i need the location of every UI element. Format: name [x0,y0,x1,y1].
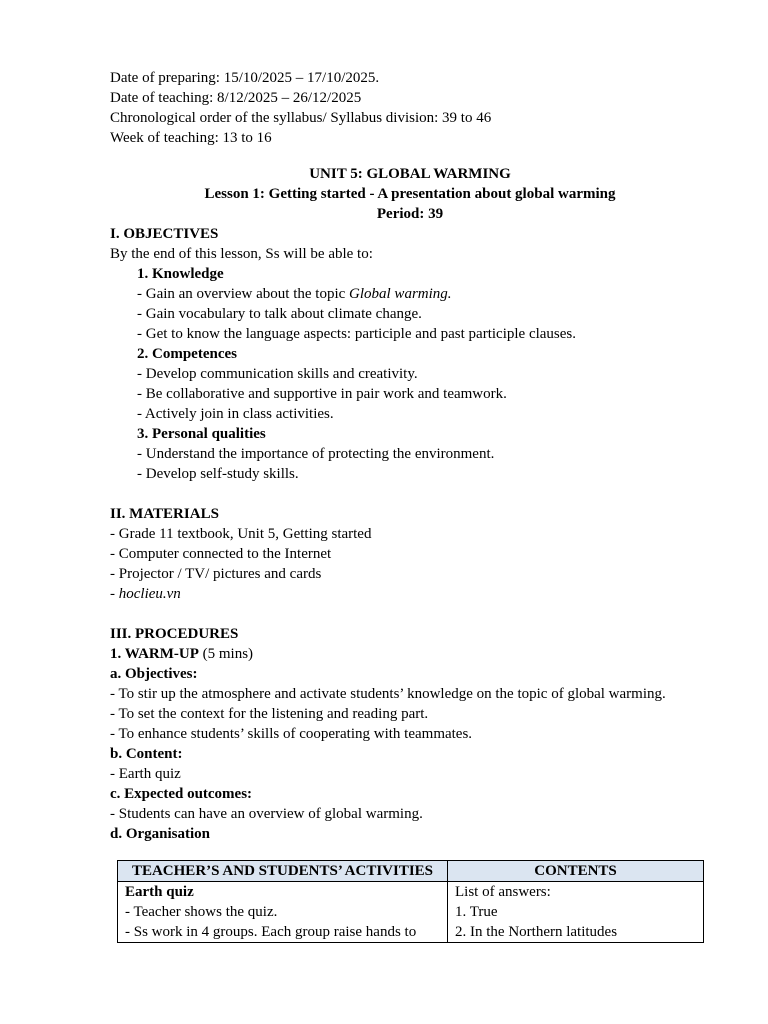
unit-title: UNIT 5: GLOBAL WARMING [309,166,511,182]
outcome-item: - Students can have an overview of global warming. [110,806,423,822]
material-item [110,584,710,604]
warmup-label: 1. WARM-UP [110,646,199,662]
contents-line: 1. True [455,904,498,920]
knowledge-heading: 1. Knowledge [137,266,224,282]
material-website: hoclieu.vn [118,586,181,602]
activities-column-header: TEACHER’S AND STUDENTS’ ACTIVITIES [118,861,448,882]
lesson-title: Lesson 1: Getting started - A presentation about global warming [204,186,616,202]
table-header-row [118,861,704,882]
objectives-heading: I. OBJECTIVES [110,226,219,242]
week-of-teaching: Week of teaching: 13 to 16 [110,130,272,146]
content-item: - Earth quiz [110,766,181,782]
document-page [110,68,710,844]
warmup-heading [110,644,710,664]
quality-item: - Understand the importance of protecting the environment. [137,446,495,462]
material-item: - Computer connected to the Internet [110,546,332,562]
outcomes-subheading: c. Expected outcomes: [110,786,253,802]
knowledge-item-text: - Gain an overview about the topic [137,286,350,302]
competence-item: - Develop communication skills and creativity. [137,366,418,382]
knowledge-item [110,284,710,304]
material-bullet: - [110,586,119,602]
date-teaching: Date of teaching: 8/12/2025 – 26/12/2025 [110,90,362,106]
contents-column-header: CONTENTS [448,861,704,882]
warmup-objective-item: - To stir up the atmosphere and activate students’ knowledge on the topic of global warming. [110,686,666,702]
organisation-subheading: d. Organisation [110,826,211,842]
quality-item: - Develop self-study skills. [137,466,299,482]
activities-table [117,860,704,943]
knowledge-item: - Get to know the language aspects: participle and past participle clauses. [137,326,577,342]
objectives-subheading: a. Objectives: [110,666,198,682]
activity-line: - Teacher shows the quiz. [125,904,278,920]
contents-cell [448,882,704,943]
competence-item: - Actively join in class activities. [137,406,334,422]
warmup-time: (5 mins) [198,646,254,662]
contents-line: 2. In the Northern latitudes [455,924,618,940]
date-preparing: Date of preparing: 15/10/2025 – 17/10/2025. [110,70,380,86]
knowledge-item: - Gain vocabulary to talk about climate change. [137,306,422,322]
qualities-heading: 3. Personal qualities [137,426,266,442]
competences-heading: 2. Competences [137,346,237,362]
objectives-intro: By the end of this lesson, Ss will be able to: [110,246,373,262]
warmup-objective-item: - To enhance students’ skills of cooperating with teammates. [110,726,473,742]
material-item: - Projector / TV/ pictures and cards [110,566,322,582]
materials-heading: II. MATERIALS [110,506,219,522]
contents-line: List of answers: [455,884,551,900]
activity-line: - Ss work in 4 groups. Each group raise hands to [125,924,417,940]
table-row [118,882,704,943]
competence-item: - Be collaborative and supportive in pair work and teamwork. [137,386,507,402]
syllabus-division: Chronological order of the syllabus/ Syllabus division: 39 to 46 [110,110,492,126]
period-title: Period: 39 [376,206,444,222]
topic-name: Global warming. [349,286,452,302]
activity-title: Earth quiz [125,884,194,900]
content-subheading: b. Content: [110,746,183,762]
warmup-objective-item: - To set the context for the listening and reading part. [110,706,429,722]
material-item: - Grade 11 textbook, Unit 5, Getting started [110,526,372,542]
activities-cell [118,882,448,943]
procedures-heading: III. PROCEDURES [110,626,239,642]
